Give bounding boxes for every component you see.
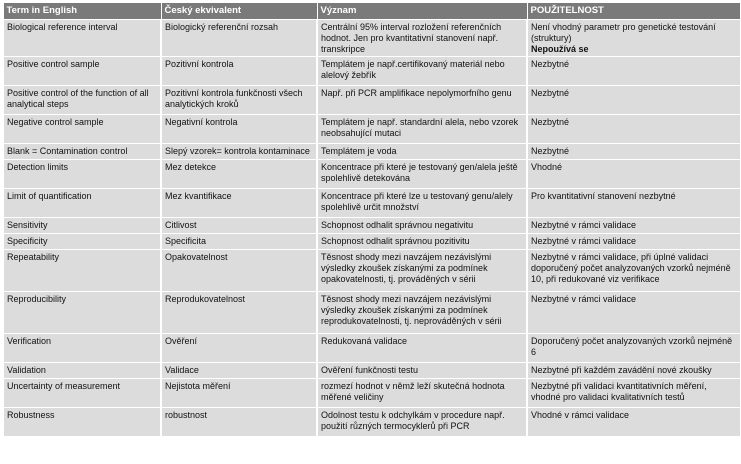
table-row [3, 144, 740, 160]
meaning-cell: Odolnost testu k odchylkám v procedure např. použití různých termocyklerů při PCR [317, 408, 527, 437]
czech-cell: Nejistota měření [161, 379, 317, 408]
usability-cell [527, 20, 740, 57]
usability-note: Nepoužívá se [531, 44, 589, 54]
term-cell: Robustness [3, 408, 161, 437]
table-row [3, 408, 740, 437]
usability-cell: Nezbytné [527, 115, 740, 144]
term-cell: Positive control of the function of all analytical steps [3, 86, 161, 115]
czech-cell: Mez kvantifikace [161, 189, 317, 218]
table-row [3, 86, 740, 115]
header-row [3, 3, 740, 20]
czech-cell: Pozitivní kontrola [161, 57, 317, 86]
term-cell: Validation [3, 363, 161, 379]
table-row [3, 250, 740, 292]
meaning-cell: Schopnost odhalit správnou negativitu [317, 218, 527, 234]
usability-cell: Nezbytné [527, 144, 740, 160]
term-cell: Reproducibility [3, 292, 161, 334]
usability-cell: Nezbytné při validaci kvantitativních měření, vhodné pro validaci kvalitativních testů [527, 379, 740, 408]
term-cell: Limit of quantification [3, 189, 161, 218]
meaning-cell: Ověření funkčnosti testu [317, 363, 527, 379]
table-row [3, 20, 740, 57]
czech-cell: Validace [161, 363, 317, 379]
table-row [3, 234, 740, 250]
term-cell: Negative control sample [3, 115, 161, 144]
usability-cell: Nezbytné v rámci validace [527, 292, 740, 334]
czech-cell: Negativní kontrola [161, 115, 317, 144]
meaning-cell: rozmezí hodnot v němž leží skutečná hodnota měřené veličiny [317, 379, 527, 408]
meaning-cell: Např. při PCR amplifikace nepolymorfního genu [317, 86, 527, 115]
term-cell: Positive control sample [3, 57, 161, 86]
table-row [3, 115, 740, 144]
meaning-cell: Těsnost shody mezi navzájem nezávislými výsledky zkoušek získanými za podmínek reprodukovatelnosti, tj. neprováděných v sérii [317, 292, 527, 334]
czech-cell: Reprodukovatelnost [161, 292, 317, 334]
header-czech: Český ekvivalent [161, 3, 317, 20]
term-cell: Blank = Contamination control [3, 144, 161, 160]
usability-cell: Doporučený počet analyzovaných vzorků nejméně 6 [527, 334, 740, 363]
table-row [3, 334, 740, 363]
usability-cell: Pro kvantitativní stanovení nezbytné [527, 189, 740, 218]
table-row [3, 292, 740, 334]
usability-cell: Nezbytné [527, 57, 740, 86]
czech-cell: Biologický referenční rozsah [161, 20, 317, 57]
meaning-cell: Koncentrace při které lze u testovaný genu/alely spolehlivě určit množství [317, 189, 527, 218]
czech-cell: Pozitivní kontrola funkčnosti všech analytických kroků [161, 86, 317, 115]
czech-cell: Ověření [161, 334, 317, 363]
term-cell: Repeatability [3, 250, 161, 292]
czech-cell: robustnost [161, 408, 317, 437]
meaning-cell: Templátem je např. standardní alela, nebo vzorek neobsahující mutaci [317, 115, 527, 144]
meaning-cell: Redukovaná validace [317, 334, 527, 363]
term-cell: Verification [3, 334, 161, 363]
usability-cell: Nezbytné v rámci validace [527, 218, 740, 234]
czech-cell: Slepý vzorek= kontrola kontaminace [161, 144, 317, 160]
table-row [3, 379, 740, 408]
usability-text: Není vhodný parametr pro genetické testování (struktury) [531, 22, 716, 43]
czech-cell: Mez detekce [161, 160, 317, 189]
usability-cell: Nezbytné [527, 86, 740, 115]
term-cell: Uncertainty of measurement [3, 379, 161, 408]
meaning-cell: Templátem je voda [317, 144, 527, 160]
header-usability: POUŽITELNOST [527, 3, 740, 20]
usability-cell: Nezbytné v rámci validace, při úplné validaci doporučený počet analyzovaných vzorků nejméně 10, při redukované viz verifikace [527, 250, 740, 292]
usability-cell: Nezbytné v rámci validace [527, 234, 740, 250]
meaning-cell: Koncentrace při které je testovaný gen/alela ještě spolehlivě detekována [317, 160, 527, 189]
usability-cell: Vhodné v rámci validace [527, 408, 740, 437]
table-row [3, 218, 740, 234]
meaning-cell: Těsnost shody mezi navzájem nezávislými výsledky zkoušek získanými za podmínek opakovatelnosti, tj. prováděných v sérii [317, 250, 527, 292]
table-row [3, 57, 740, 86]
czech-cell: Specificita [161, 234, 317, 250]
table-row [3, 189, 740, 218]
czech-cell: Citlivost [161, 218, 317, 234]
term-cell: Biological reference interval [3, 20, 161, 57]
term-cell: Sensitivity [3, 218, 161, 234]
header-meaning: Význam [317, 3, 527, 20]
table-row [3, 363, 740, 379]
czech-cell: Opakovatelnost [161, 250, 317, 292]
meaning-cell: Templátem je např.certifikovaný materiál nebo alelový žebřík [317, 57, 527, 86]
meaning-cell: Centrální 95% interval rozložení referenčních hodnot. Jen pro kvantitativní stanovení např. transkripce [317, 20, 527, 57]
usability-cell: Nezbytné při každém zavádění nové zkoušky [527, 363, 740, 379]
table-row [3, 160, 740, 189]
terms-table [2, 2, 741, 437]
usability-cell: Vhodné [527, 160, 740, 189]
term-cell: Detection limits [3, 160, 161, 189]
header-term: Term in English [3, 3, 161, 20]
term-cell: Specificity [3, 234, 161, 250]
meaning-cell: Schopnost odhalit správnou pozitivitu [317, 234, 527, 250]
